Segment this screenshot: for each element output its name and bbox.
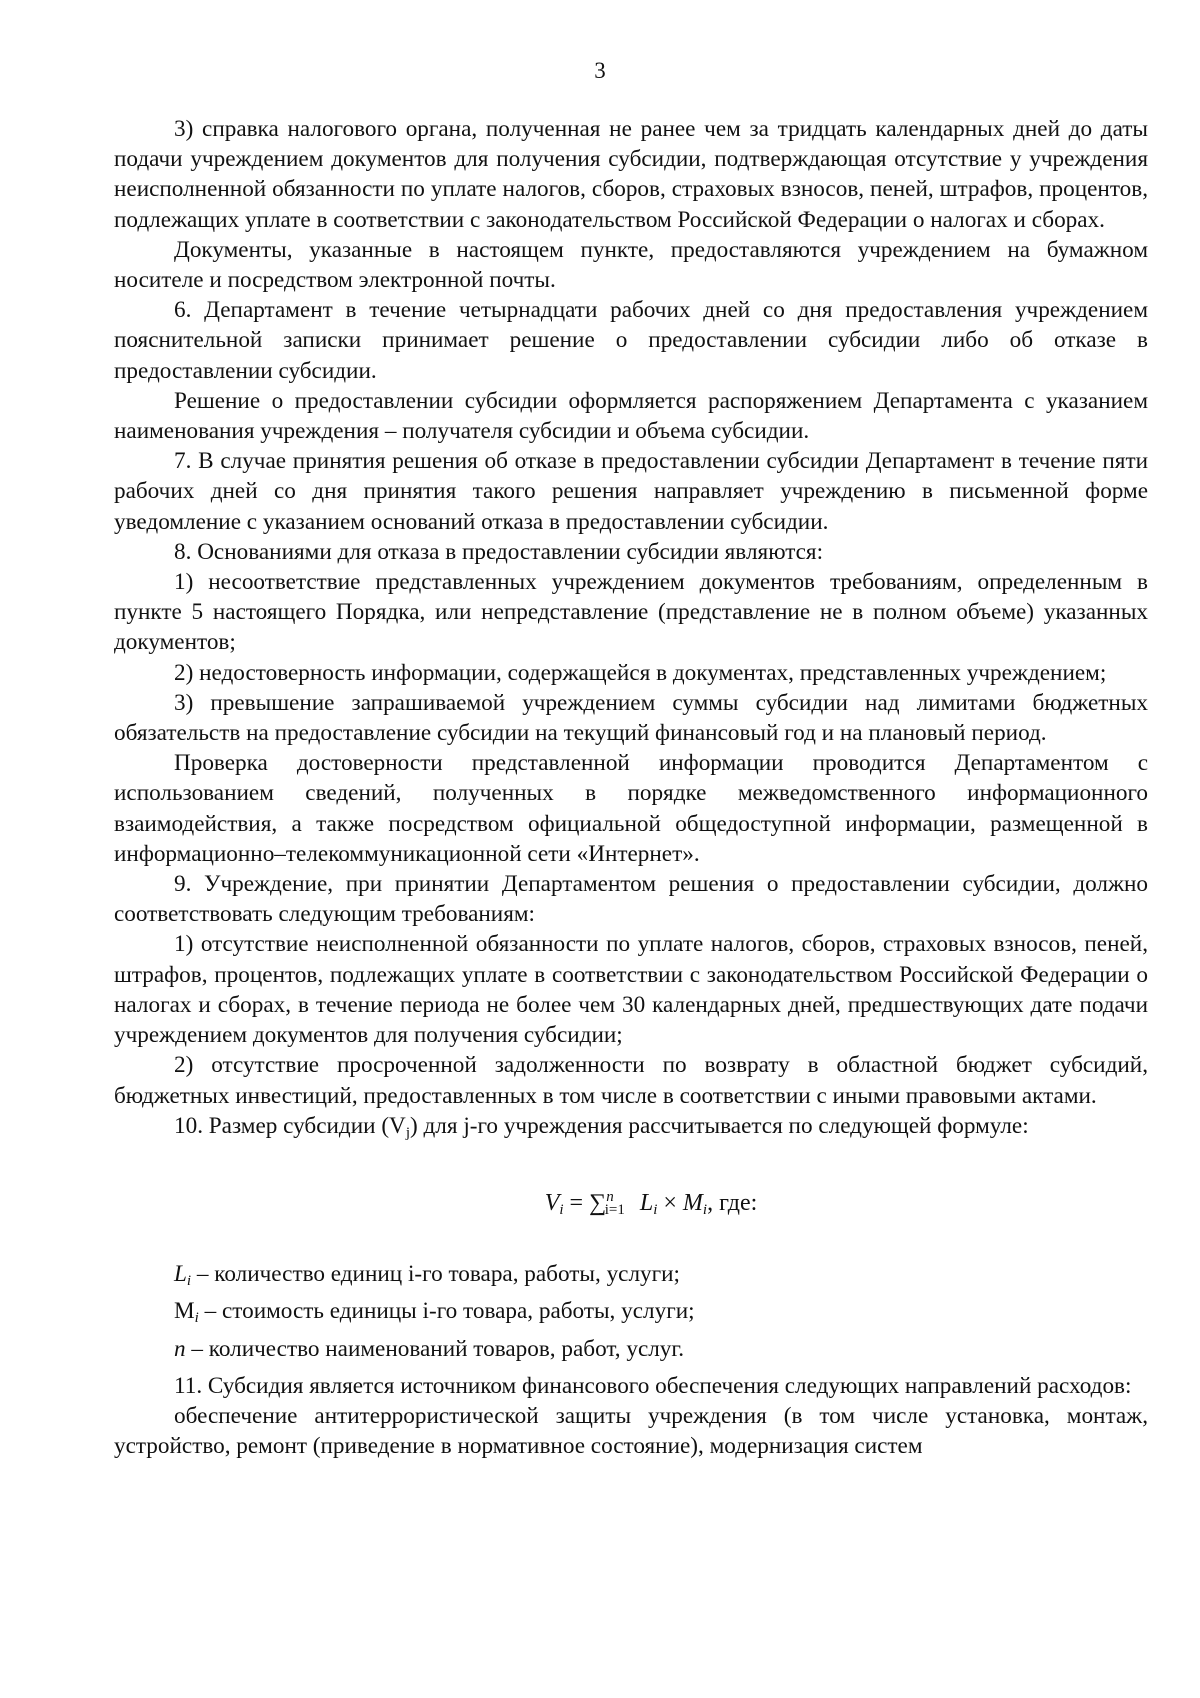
sum-upper-limit: n (606, 1188, 614, 1205)
formula-intro-after: ) для j-го учреждения рассчитывается по следующей формуле: (409, 1112, 1029, 1139)
document-body (114, 114, 1148, 1461)
definition-text: – стоимость единицы i-го товара, работы, услуги; (198, 1298, 695, 1325)
definition-line (114, 1334, 1148, 1371)
formula-intro-before: 10. Размер субсидии (V (174, 1112, 406, 1139)
paragraph: Проверка достоверности представленной информации проводится Департаментом с использованием сведений, полученных в порядке межведомственного информационного взаимодействия, а также посредством официальной общедоступной информации, размещенной в информационно–телекоммуникационной сети «Интернет». (114, 750, 1148, 867)
formula-term2: M (682, 1189, 703, 1216)
formula-suffix: , где: (707, 1189, 758, 1216)
definition-symbol: n (174, 1335, 186, 1362)
formula-term1-subscript: i (653, 1201, 658, 1218)
paragraph: 7. В случае принятия решения об отказе в предоставлении субсидии Департамент в течение пяти рабочих дней со дня принятия такого решения направляет учреждению в письменной форме уведомление с указанием оснований отказа в предоставлении субсидии. (114, 448, 1148, 535)
page-number: 3 (594, 58, 606, 83)
definition-line (114, 1296, 1148, 1333)
paragraph: Решение о предоставлении субсидии оформляется распоряжением Департамента с указанием наименования учреждения – получателя субсидии и объема субсидии. (114, 387, 1148, 445)
paragraph: 2) отсутствие просроченной задолженности по возврату в областной бюджет субсидий, бюджетных инвестиций, предоставленных в том числе в соответствии с иными правовыми актами. (114, 1052, 1148, 1109)
formula-equals-sum: = ∑ (569, 1189, 607, 1216)
formula-times: × (663, 1189, 677, 1216)
paragraph: 11. Субсидия является источником финансового обеспечения следующих направлений расходов: (174, 1372, 1132, 1399)
paragraph: 6. Департамент в течение четырнадцати рабочих дней со дня предоставления учреждением пояснительной записки принимает решение о предоставлении субсидии либо об отказе в предоставлении субсидии. (114, 297, 1148, 384)
definition-text: – количество наименований товаров, работ, услуг. (185, 1335, 685, 1362)
sum-limits (606, 1182, 634, 1225)
paragraph: 8. Основаниями для отказа в предоставлении субсидии являются: (174, 538, 824, 565)
paragraph: 1) несоответствие представленных учреждением документов требованиям, определенным в пункте 5 настоящего Порядка, или непредставление (представление не в полном объеме) указанных документов; (114, 569, 1148, 656)
definition-subscript: i (186, 1273, 192, 1290)
paragraph: 1) отсутствие неисполненной обязанности по уплате налогов, сборов, страховых взносов, пеней, штрафов, процентов, подлежащих уплате в соответствии с законодательством Российской Федерации о налогах и сборах, в течение периода не более чем 30 календарных дней, предшествующих дате подачи учреждением документов для получения субсидии; (114, 931, 1148, 1049)
paragraph: 9. Учреждение, при принятии Департаментом решения о предоставлении субсидии, должно соответствовать следующим требованиям: (114, 871, 1148, 928)
paragraph: 3) справка налогового органа, полученная не ранее чем за тридцать календарных дней до даты подачи учреждением документов для получения субсидии, подтверждающая отсутствие у учреждения неисполненной обязанности по уплате налогов, сборов, страховых взносов, пеней, штрафов, процентов, подлежащих уплате в соответствии с законодательством Российской Федерации о налогах и сборах. (114, 116, 1148, 233)
paragraph: обеспечение антитеррористической защиты учреждения (в том числе установка, монтаж, устройство, ремонт (приведение в нормативное состояние), модернизация систем (114, 1402, 1148, 1460)
formula-term2-subscript: i (702, 1201, 708, 1218)
definition-symbol: M (174, 1298, 195, 1325)
subsidy-formula (114, 1182, 1148, 1225)
sum-lower-limit: i=1 (604, 1201, 625, 1218)
formula-lhs-subscript: i (559, 1201, 564, 1218)
formula-intro-subscript: j (405, 1124, 410, 1141)
definition-text: – количество единиц i-го товара, работы, услуги; (191, 1261, 680, 1288)
formula-term1: L (639, 1189, 654, 1216)
definition-line (114, 1259, 1148, 1296)
formula-intro (114, 1111, 1148, 1148)
definition-symbol: L (174, 1261, 187, 1288)
paragraph: 2) недостоверность информации, содержащейся в документах, представленных учреждением; (174, 659, 1107, 686)
formula-lhs: V (544, 1189, 560, 1216)
formula-definitions (114, 1259, 1148, 1371)
paragraph: 3) превышение запрашиваемой учреждением суммы субсидии над лимитами бюджетных обязательств на предоставление субсидии на текущий финансовый год и на плановый период. (114, 689, 1148, 747)
definition-subscript: i (194, 1310, 199, 1327)
paragraph: Документы, указанные в настоящем пункте, предоставляются учреждением на бумажном носителе и посредством электронной почты. (114, 236, 1148, 294)
